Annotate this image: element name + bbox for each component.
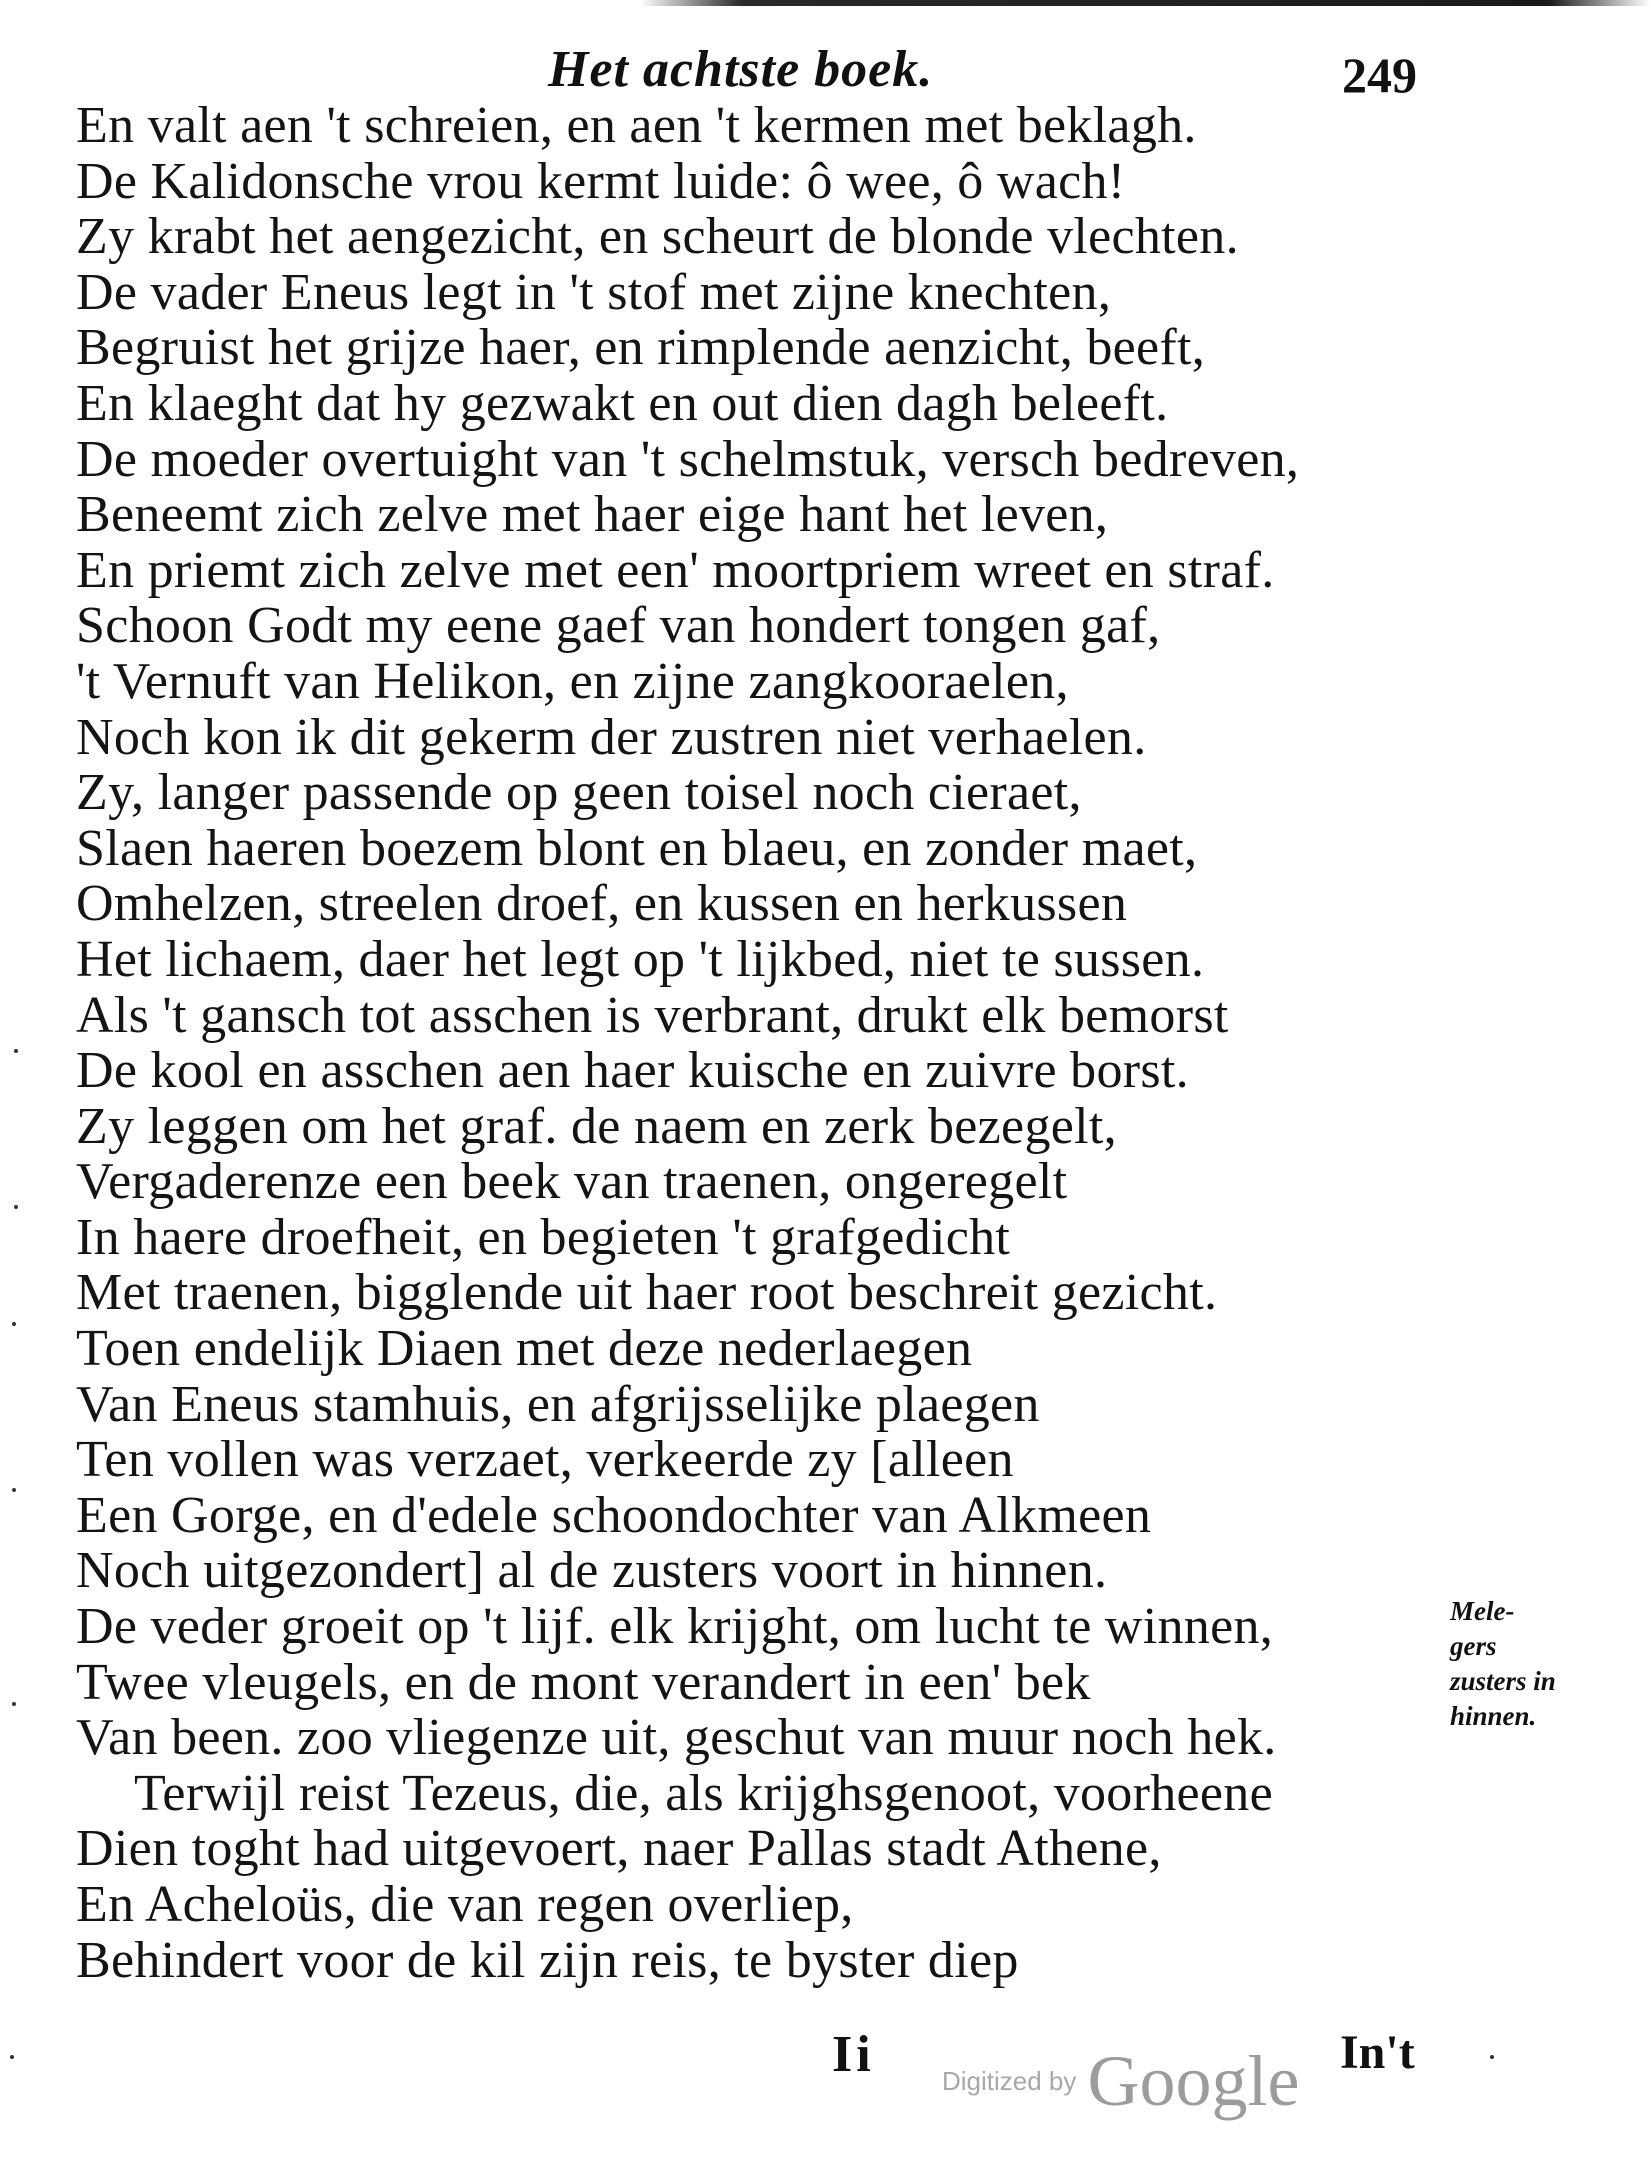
verse-line: Ten vollen was verzaet, verkeerde zy [alleen	[76, 1431, 1014, 1489]
verse-line: Twee vleugels, en de mont verandert in een' bek	[76, 1653, 1091, 1711]
verse-line: En klaeght dat hy gezwakt en out dien dagh beleeft.	[76, 374, 1169, 432]
marginal-note-line: zusters in	[1450, 1666, 1556, 1696]
verse-line: En valt aen 't schreien, en aen 't kermen met beklagh.	[76, 97, 1197, 154]
page-number: 249	[1342, 47, 1417, 103]
verse-line: De Kalidonsche vrou kermt luide: ô wee, ô wach!	[76, 152, 1126, 210]
verse-line-paragraph-start: Terwijl reist Tezeus, die, als krijghsgenoot, voorheene	[134, 1764, 1273, 1822]
verse-line: En priemt zich zelve met een' moortpriem wreet en straf.	[76, 541, 1275, 599]
verse-line: Beneemt zich zelve met haer eige hant het leven,	[76, 486, 1109, 544]
verse-line: Slaen haeren boezem blont en blaeu, en zonder maet,	[76, 819, 1198, 877]
ink-speck	[12, 1322, 16, 1326]
verse-line: Dien toght had uitgevoert, naer Pallas stadt Athene,	[76, 1820, 1162, 1878]
google-logo: Google	[1087, 2041, 1300, 2121]
ink-speck	[12, 1702, 16, 1706]
verse-line: De vader Eneus legt in 't stof met zijne knechten,	[76, 263, 1112, 321]
verse-line: Als 't gansch tot asschen is verbrant, drukt elk bemorst	[76, 986, 1229, 1044]
ink-speck	[14, 1049, 18, 1053]
ink-speck	[10, 2055, 14, 2059]
verse-line: 't Vernuft van Helikon, en zijne zangkooraelen,	[76, 652, 1069, 710]
verse-line: In haere droefheit, en begieten 't grafgedicht	[76, 1208, 1011, 1266]
ink-speck	[14, 1205, 18, 1209]
watermark-prefix: Digitized by	[942, 2066, 1077, 2096]
verse-line: Vergaderenze een beek van traenen, ongeregelt	[76, 1153, 1068, 1211]
catchword: In't	[1340, 2026, 1415, 2079]
verse-line: Omhelzen, streelen droef, en kussen en herkussen	[76, 875, 1128, 933]
verse-line: Een Gorge, en d'edele schoondochter van Alkmeen	[76, 1486, 1152, 1544]
verse-line: Met traenen, bigglende uit haer root beschreit gezicht.	[76, 1264, 1218, 1322]
verse-line: Begruist het grijze haer, en rimplende aenzicht, beeft,	[76, 319, 1206, 377]
verse-line: De moeder overtuight van 't schelmstuk, versch bedreven,	[76, 430, 1300, 488]
marginal-note-line: gers	[1450, 1631, 1497, 1661]
verse-line: Behindert voor de kil zijn reis, te byster diep	[76, 1931, 1019, 1989]
verse-line: De veder groeit op 't lijf. elk krijght, om lucht te winnen,	[76, 1598, 1274, 1656]
verse-line: De kool en asschen aen haer kuische en zuivre borst.	[76, 1042, 1189, 1100]
verse-line: Noch kon ik dit gekerm der zustren niet verhaelen.	[76, 708, 1147, 766]
signature-mark: Ii	[832, 2026, 875, 2083]
marginal-note-line: hinnen.	[1450, 1701, 1537, 1731]
verse-line: Zy leggen om het graf. de naem en zerk bezegelt,	[76, 1097, 1117, 1155]
verse-line: Noch uitgezondert] al de zusters voort in hinnen.	[76, 1542, 1108, 1600]
ink-speck	[12, 1488, 16, 1492]
verse-line: Van been. zoo vliegenze uit, geschut van muur noch hek.	[76, 1709, 1277, 1767]
running-head: Het achtste boek.	[548, 41, 934, 98]
verse-line: Zy, langer passende op geen toisel noch cieraet,	[76, 764, 1082, 822]
marginal-note-line: Mele-	[1450, 1596, 1515, 1626]
verse-line: Van Eneus stamhuis, en afgrijsselijke plaegen	[76, 1375, 1040, 1433]
verse-line: Zy krabt het aengezicht, en scheurt de blonde vlechten.	[76, 208, 1239, 266]
verse-line: Toen endelijk Diaen met deze nederlaegen	[76, 1320, 973, 1378]
verse-line: En Acheloüs, die van regen overliep,	[76, 1876, 854, 1933]
ink-speck	[1490, 2055, 1494, 2059]
verse-text	[76, 98, 1416, 1988]
digitization-watermark	[942, 2040, 1299, 2123]
page-top-edge	[640, 0, 1650, 6]
verse-line: Schoon Godt my eene gaef van hondert tongen gaf,	[76, 597, 1161, 655]
verse-line: Het lichaem, daer het legt op 't lijkbed, niet te sussen.	[76, 930, 1205, 988]
marginal-note	[1450, 1594, 1600, 1734]
